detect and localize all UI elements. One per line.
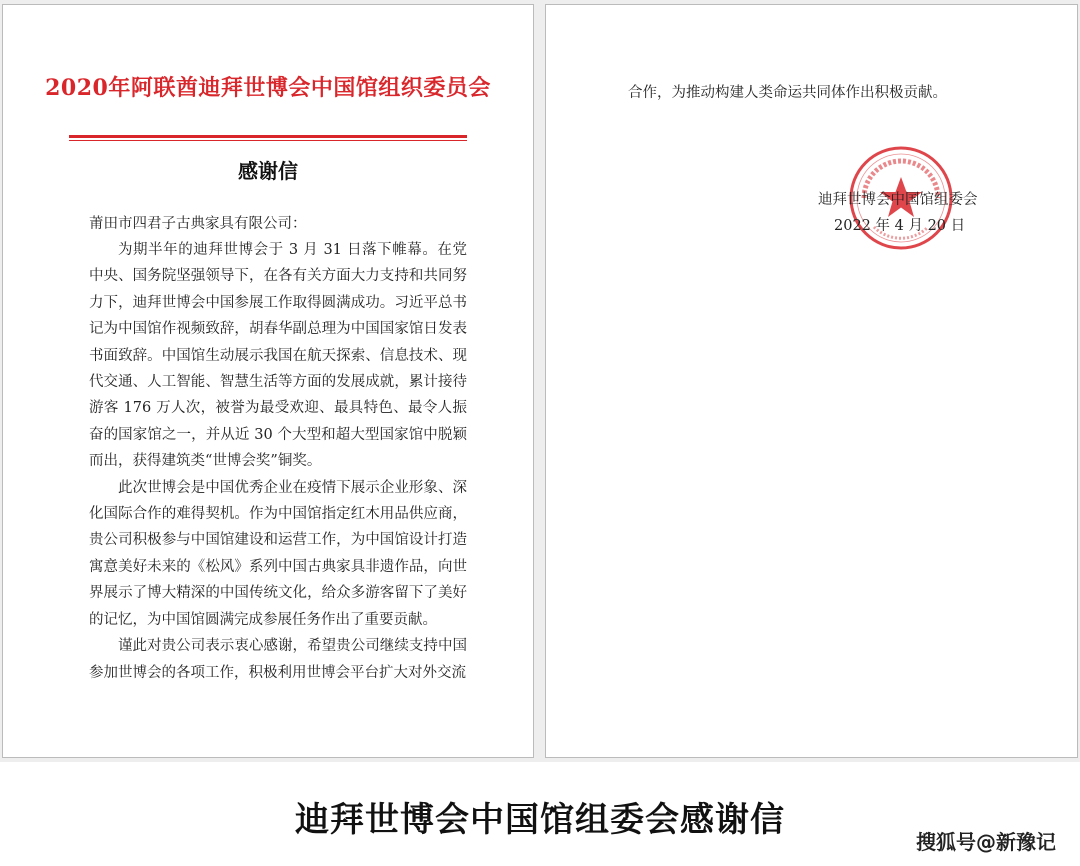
source-watermark: 搜狐号@新豫记	[916, 830, 1056, 854]
body-paragraph-3: 谨此对贵公司表示衷心感谢，希望贵公司继续支持中国参加世博会的各项工作，积极利用世博会平台扩大对外交流	[89, 638, 467, 681]
signature-organization: 迪拜世博会中国馆组委会	[818, 192, 978, 208]
image-caption: 迪拜世博会中国馆组委会感谢信	[295, 800, 785, 840]
body-paragraph-2: 此次世博会是中国优秀企业在疫情下展示企业形象、深化国际合作的难得契机。作为中国馆指定红木用品供应商，贵公司积极参与中国馆建设和运营工作，为中国馆设计打造寓意美好未来的《松风》系列中国古典家具非遗作品，向世界展示了博大精深的中国传统文化，给众多游客留下了美好的记忆，为中国馆圆满完成参展任务作出了重要贡献。	[89, 479, 467, 628]
letter-body	[89, 237, 467, 686]
organization-header: 2020年阿联酋迪拜世博会中国馆组织委员会	[45, 75, 491, 101]
header-rule-thick	[69, 135, 467, 138]
letter-page-2	[545, 4, 1078, 758]
body-paragraph-1: 为期半年的迪拜世博会于 3 月 31 日落下帷幕。在党中央、国务院坚强领导下，在各有关方面大力支持和共同努力下，迪拜世博会中国参展工作取得圆满成功。习近平总书记为中国馆作视频致辞，胡春华副总理为中国国家馆日发表书面致辞。中国馆生动展示我国在航天探索、信息技术、现代交通、人工智能、智慧生活等方面的发展成就，累计接待游客 176 万人次，被誉为最受欢迎、最具特色、最令人振奋的国家馆之一，并从近 30 个大型和超大型国家馆中脱颖而出，获得建筑类“世博会奖”铜奖。	[89, 242, 467, 470]
signature-date: 2022 年 4 月 20 日	[834, 218, 966, 234]
header-rule-thin	[69, 140, 467, 141]
salutation: 莆田市四君子古典家具有限公司：	[89, 216, 307, 232]
letter-page-1	[2, 4, 534, 758]
letter-continuation: 合作，为推动构建人类命运共同体作出积极贡献。	[628, 85, 947, 101]
letter-title: 感谢信	[238, 159, 298, 183]
